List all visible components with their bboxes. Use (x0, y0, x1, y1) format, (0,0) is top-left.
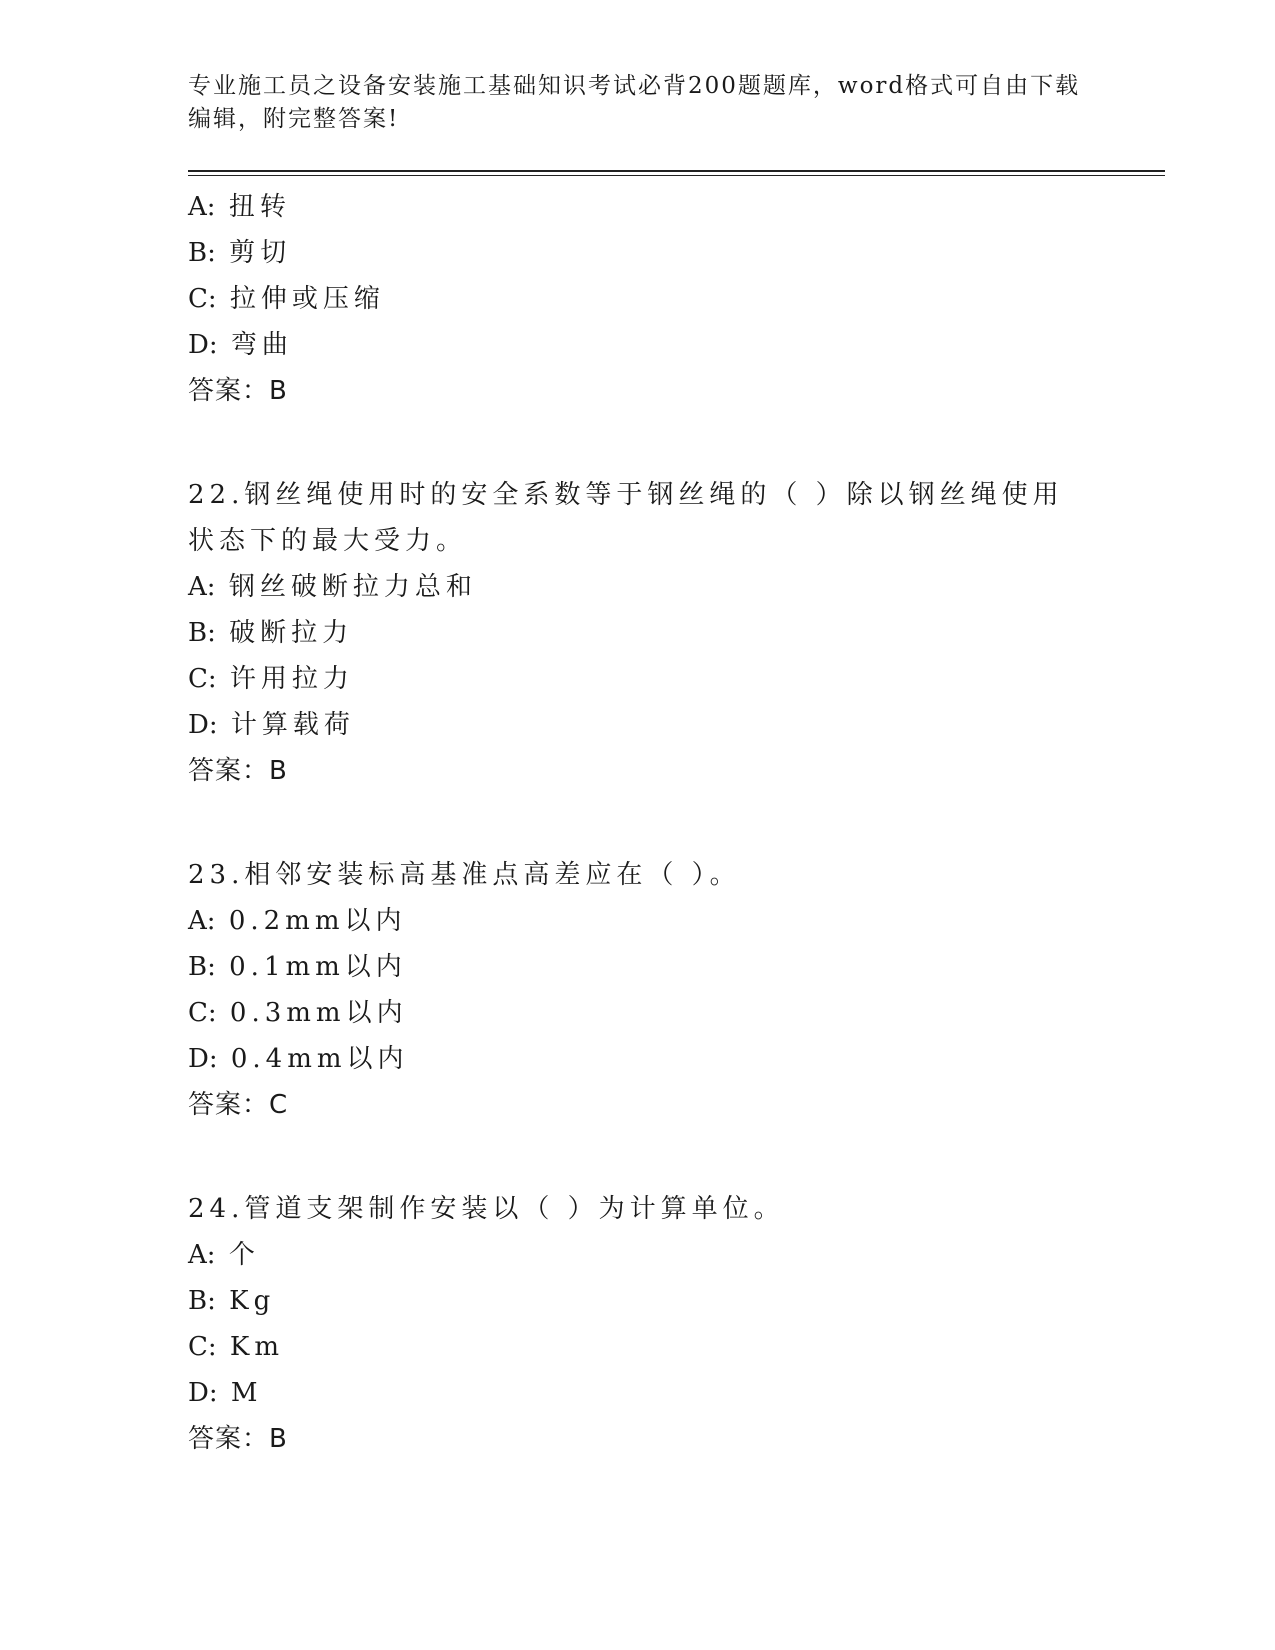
option-d (188, 702, 1168, 748)
option-a (188, 564, 1168, 610)
option-text: M (230, 1378, 263, 1408)
option-text: 破断拉力 (229, 618, 354, 648)
option-a (188, 898, 1168, 944)
option-key: B: (188, 1286, 216, 1316)
option-c (188, 1324, 1168, 1370)
option-text: 许用拉力 (229, 664, 354, 694)
answer-line: 答案：C (188, 1090, 289, 1120)
question-21 (188, 184, 1168, 414)
option-text: 剪切 (229, 238, 292, 268)
option-text: 扭转 (228, 192, 291, 222)
question-stem: 24.管道支架制作安装以（ ）为计算单位。 (188, 1194, 785, 1224)
option-d (188, 322, 1168, 368)
option-key: A: (188, 1240, 216, 1270)
header-divider (188, 170, 1165, 176)
option-text: 计算载荷 (230, 710, 355, 740)
option-b (188, 610, 1168, 656)
option-key: C: (188, 284, 217, 314)
option-text: 0.1mm以内 (229, 952, 407, 982)
option-b (188, 230, 1168, 276)
option-text: 0.2mm以内 (228, 906, 407, 936)
option-key: D: (188, 710, 218, 740)
option-text: 钢丝破断拉力总和 (228, 572, 477, 602)
option-text: 0.4mm以内 (230, 1044, 409, 1074)
option-text: 0.3mm以内 (229, 998, 408, 1028)
answer-line: 答案：B (188, 376, 288, 406)
divider-line-thin (188, 175, 1165, 176)
option-key: D: (188, 1378, 218, 1408)
option-b (188, 1278, 1168, 1324)
document-header-title: 专业施工员之设备安装施工基础知识考试必背200题题库，word格式可自由下载编辑，附完整答案! (188, 73, 1081, 132)
option-text: Km (229, 1332, 284, 1362)
option-a (188, 184, 1168, 230)
option-b (188, 944, 1168, 990)
option-key: D: (188, 330, 218, 360)
option-a (188, 1232, 1168, 1278)
question-list (188, 184, 1168, 1462)
option-text: 拉伸或压缩 (229, 284, 385, 314)
question-stem: 22.钢丝绳使用时的安全系数等于钢丝绳的（ ）除以钢丝绳使用状态下的最大受力。 (188, 480, 1064, 556)
document-page (188, 70, 1168, 1462)
option-key: A: (188, 572, 216, 602)
option-key: D: (188, 1044, 218, 1074)
option-c (188, 276, 1168, 322)
option-key: B: (188, 238, 216, 268)
option-key: B: (188, 618, 216, 648)
option-text: 个 (228, 1240, 260, 1270)
option-c (188, 656, 1168, 702)
option-text: 弯曲 (230, 330, 293, 360)
option-d (188, 1036, 1168, 1082)
answer-line: 答案：B (188, 756, 288, 786)
option-key: A: (188, 192, 216, 222)
option-key: C: (188, 664, 217, 694)
answer-line: 答案：B (188, 1424, 288, 1454)
option-c (188, 990, 1168, 1036)
option-key: B: (188, 952, 216, 982)
question-24 (188, 1186, 1168, 1462)
option-key: A: (188, 906, 216, 936)
divider-line-thick (188, 170, 1165, 172)
option-text: Kg (229, 1286, 276, 1316)
option-key: C: (188, 998, 217, 1028)
question-stem: 23.相邻安装标高基准点高差应在（ ）。 (188, 860, 741, 890)
option-d (188, 1370, 1168, 1416)
question-22 (188, 472, 1168, 794)
question-23 (188, 852, 1168, 1128)
option-key: C: (188, 1332, 217, 1362)
